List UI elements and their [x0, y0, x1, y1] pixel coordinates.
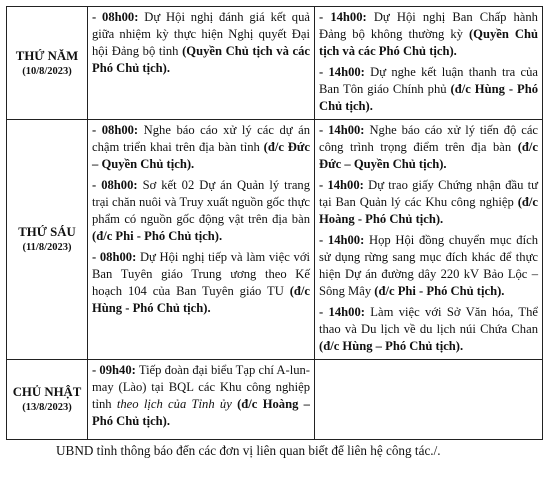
entry-time: - 08h00: [92, 250, 137, 264]
entry-time: - 14h00: [319, 305, 365, 319]
schedule-entry [92, 9, 310, 77]
schedule-entry [319, 122, 538, 173]
entry-time: - 08h00: [92, 178, 138, 192]
schedule-entry [319, 304, 538, 355]
schedule-table [6, 6, 543, 440]
schedule-entry [319, 64, 538, 115]
day-cell [7, 360, 88, 440]
entry-time: - 08h00: [92, 123, 139, 137]
day-date: (11/8/2023) [22, 242, 72, 253]
afternoon-cell [315, 7, 543, 120]
day-name: THỨ SÁU [18, 225, 76, 239]
day-name: THỨ NĂM [15, 48, 79, 63]
entry-person: (đ/c Hoàng – Phó Chủ tịch). [92, 397, 310, 428]
entry-person: (đ/c Phi - Phó Chủ tịch). [92, 229, 223, 243]
schedule-entry [319, 177, 538, 228]
entry-time: - 14h00: [319, 178, 364, 192]
entry-text: Sơ kết 02 Dự án Quản lý trang trại chăn nuôi và Truy xuất nguồn gốc thực phẩm có nguồn gốc động vật trên địa bàn [92, 178, 311, 226]
afternoon-cell [315, 360, 543, 440]
morning-cell [88, 120, 315, 360]
morning-cell [88, 7, 315, 120]
entry-time: - 14h00: [319, 65, 365, 79]
entry-person: (đ/c Đức – Quyền Chủ tịch). [92, 140, 310, 171]
entry-text: Nghe báo cáo xử lý tiến độ các công trình trọng điểm trên địa bàn [319, 123, 539, 154]
morning-cell [88, 360, 315, 440]
entry-text: Nghe báo cáo xử lý các dự án chậm triển khai trên địa bàn tỉnh [92, 123, 311, 154]
entry-person: (đ/c Hoàng - Phó Chủ tịch). [319, 195, 538, 226]
entry-time: - 08h00: [92, 10, 139, 24]
schedule-entry [319, 232, 538, 300]
entry-time: - 09h40: [92, 363, 136, 377]
day-cell [7, 7, 88, 120]
day-name: CHỦ NHẬT [12, 385, 82, 399]
afternoon-cell [315, 120, 543, 360]
entry-text: Tiếp đoàn đại biểu Tạp chí A-lun-may (Lào) tại BQL các Khu công nghiệp tỉnh [92, 363, 310, 411]
entry-text: Làm việc với Sở Văn hóa, Thể thao và Du lịch về du lịch núi Chứa Chan [319, 305, 538, 336]
entry-text: Họp Hội đồng chuyển mục đích sử dụng rừng sang mục đích khác để thực hiện Dự án đường dây 220 kV Bảo Lộc – Sông Mây [319, 233, 538, 298]
schedule-entry [92, 249, 310, 317]
schedule-body [7, 7, 543, 440]
entry-person: (Quyền Chủ tịch và các Phó Chủ tịch). [92, 44, 310, 75]
table-row [7, 120, 543, 360]
entry-time: - 14h00: [319, 10, 367, 24]
entry-person: (đ/c Hùng - Phó Chủ tịch). [319, 82, 538, 113]
schedule-entry [92, 122, 310, 173]
entry-text: Dự Hội nghị đánh giá kết quả giữa nhiệm kỳ thực hiện Nghị quyết Đại hội Đảng bộ tỉnh [92, 10, 310, 58]
entry-note: theo lịch của Tỉnh ủy [116, 397, 232, 411]
entry-time: - 14h00: [319, 123, 365, 137]
day-cell [7, 120, 88, 360]
schedule-entry [319, 9, 538, 60]
table-row [7, 7, 543, 120]
entry-person: (đ/c Phi - Phó Chủ tịch). [374, 284, 505, 298]
entry-person: (Quyền Chủ tịch và các Phó Chủ tịch). [319, 27, 538, 58]
footer-note: UBND tỉnh thông báo đến các đơn vị liên quan biết để liên hệ công tác./. [56, 443, 441, 458]
schedule-entry [92, 362, 310, 430]
entry-time: - 14h00: [319, 233, 365, 247]
entry-text: Dự trao giấy Chứng nhận đầu tư tại Ban Quản lý các Khu công nghiệp [319, 178, 539, 209]
day-date: (10/8/2023) [22, 65, 72, 77]
entry-person: (đ/c Hùng - Phó Chủ tịch). [92, 284, 310, 315]
table-row [7, 360, 543, 440]
entry-person: (đ/c Hùng – Phó Chủ tịch). [319, 339, 464, 353]
day-date: (13/8/2023) [22, 402, 72, 413]
entry-text: Dự nghe kết luận thanh tra của Ban Tôn giáo Chính phủ [319, 65, 538, 96]
entry-text: Dự Hội nghị Ban Chấp hành Đảng bộ không thường kỳ [319, 10, 538, 41]
schedule-entry [92, 177, 310, 245]
entry-text: Dự Hội nghị tiếp và làm việc với Ban Tuyên giáo Trung ương theo Kế hoạch 104 của Ban Tuyên giáo TU [92, 250, 310, 298]
entry-person: (đ/c Đức – Quyền Chủ tịch). [319, 140, 538, 171]
